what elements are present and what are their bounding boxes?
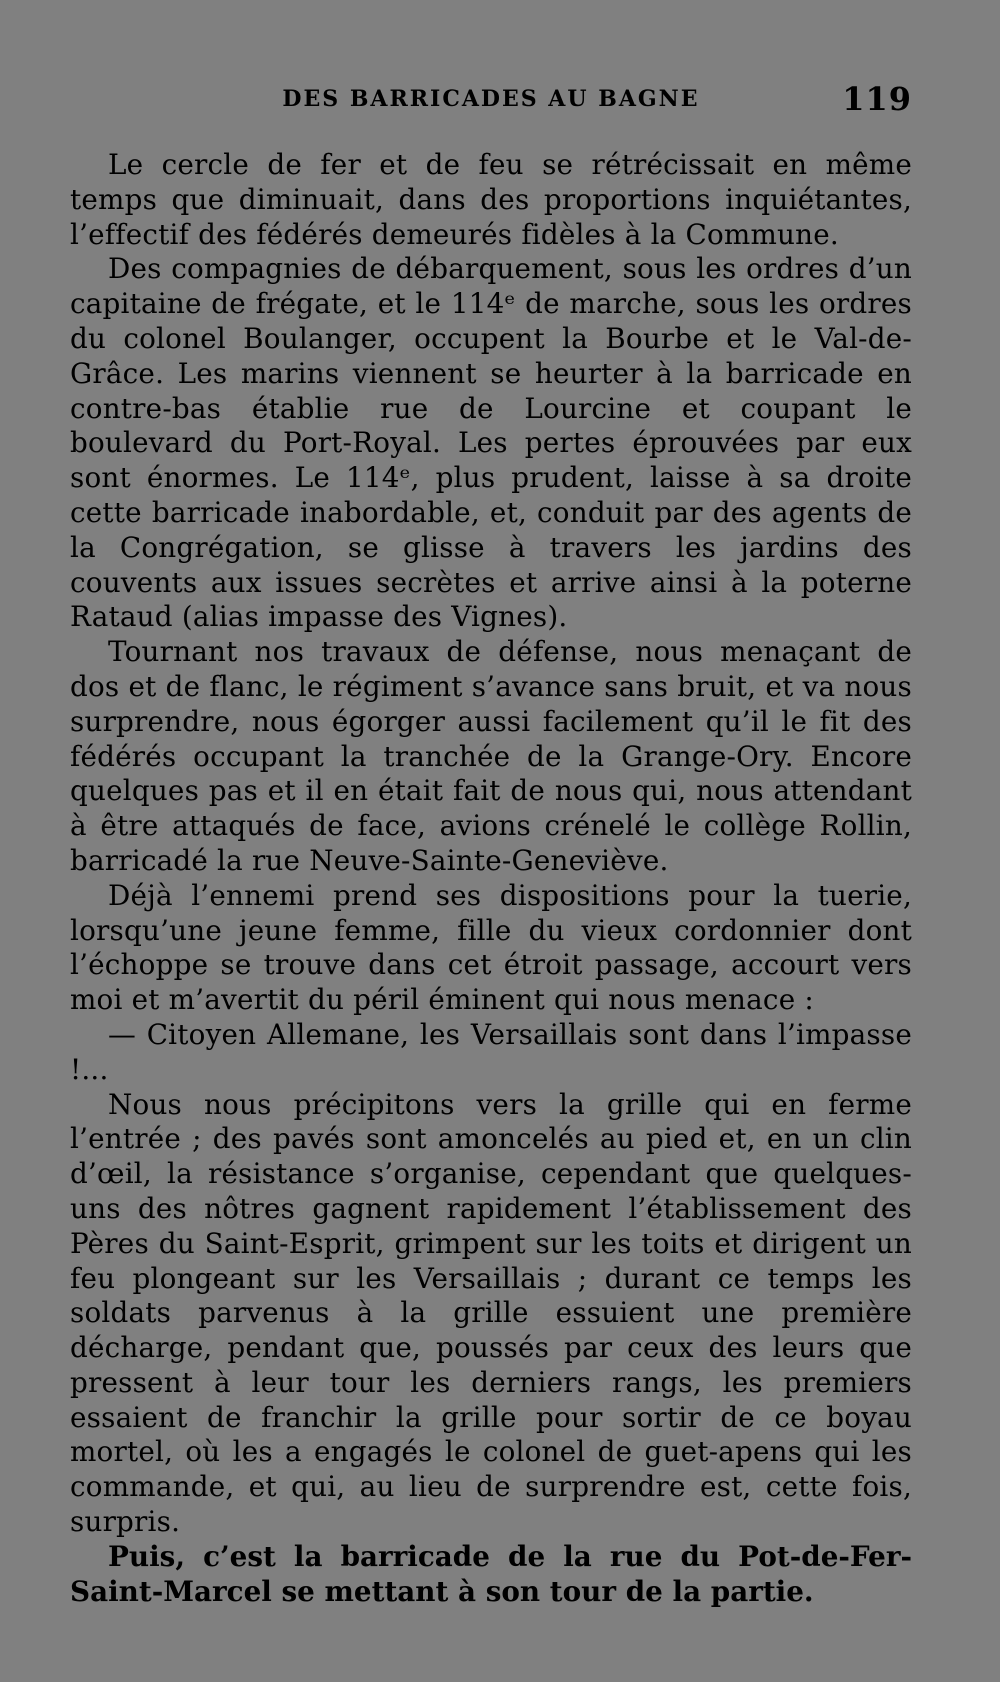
- running-title: DES BARRICADES AU BAGNE: [282, 86, 700, 112]
- dialogue-line: — Citoyen Allemane, les Versaillais sont dans l’impasse !...: [70, 1017, 912, 1086]
- paragraph-1: Le cercle de fer et de feu se rétrécissait en même temps que diminuait, dans des proportions inquiétantes, l’effectif des fédérés demeurés fidèles à la Commune.: [70, 148, 912, 251]
- paragraph-6: Puis, c’est la barricade de la rue du Pot-de-Fer-Saint-Marcel se mettant à son tour de la partie.: [70, 1539, 912, 1608]
- page-body: [70, 148, 912, 1609]
- running-head: [70, 80, 912, 120]
- paragraph-3: Tournant nos travaux de défense, nous menaçant de dos et de flanc, le régiment s’avance sans bruit, et va nous surprendre, nous égorger aussi facilement qu’il le fit des fédérés occupant la tranchée de la Grange-Ory. Encore quelques pas et il en était fait de nous qui, nous attendant à être attaqués de face, avions crénelé le collège Rollin, barricadé la rue Neuve-Sainte-Geneviève.: [70, 635, 912, 877]
- paragraph-2: Des compagnies de débarquement, sous les ordres d’un capitaine de frégate, et le 114ᵉ de marche, sous les ordres du colonel Boulanger, occupent la Bourbe et le Val-de-Grâce. Les marins viennent se heurter à la barricade en contre-bas établie rue de Lourcine et coupant le boulevard du Port-Royal. Les pertes éprouvées par eux sont énormes. Le 114ᵉ, plus prudent, laisse à sa droite cette barricade inabordable, et, conduit par des agents de la Congrégation, se glisse à travers les jardins des couvents aux issues secrètes et arrive ainsi à la poterne Rataud (alias impasse des Vignes).: [70, 252, 912, 634]
- paragraph-5: Nous nous précipitons vers la grille qui en ferme l’entrée ; des pavés sont amoncelés au pied et, en un clin d’œil, la résistance s’organise, cependant que quelques-uns des nôtres gagnent rapidement l’établissement des Pères du Saint-Esprit, grimpent sur les toits et dirigent un feu plongeant sur les Versaillais ; durant ce temps les soldats parvenus à la grille essuient une première décharge, pendant que, poussés par ceux des leurs que pressent à leur tour les derniers rangs, les premiers essaient de franchir la grille pour sortir de ce boyau mortel, où les a engagés le colonel de guet-apens qui les commande, et qui, au lieu de surprendre est, cette fois, surpris.: [70, 1087, 912, 1539]
- page-number: 119: [842, 80, 912, 118]
- paragraph-4: Déjà l’ennemi prend ses dispositions pour la tuerie, lorsqu’une jeune femme, fille du vieux cordonnier dont l’échoppe se trouve dans cet étroit passage, accourt vers moi et m’avertit du péril éminent qui nous menace :: [70, 878, 912, 1017]
